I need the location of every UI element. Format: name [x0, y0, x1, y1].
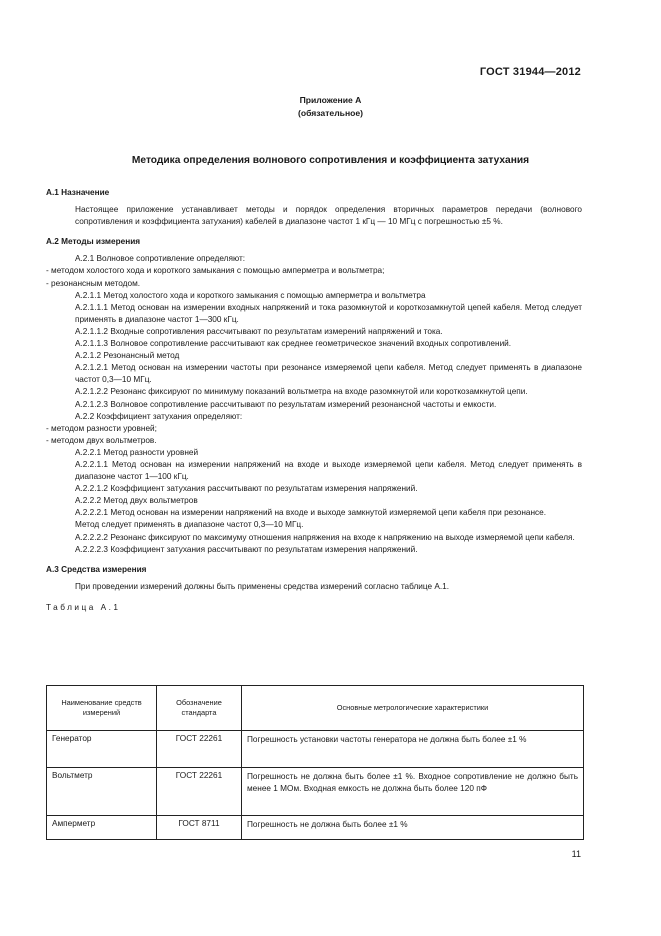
- table-row: [47, 731, 584, 768]
- annex-title: Методика определения волнового сопротивления и коэффициента затухания: [131, 155, 530, 166]
- paragraph: А.2.1 Волновое сопротивление определяют:: [75, 254, 246, 264]
- document-body: [46, 183, 582, 618]
- table-caption: Таблица А.1: [46, 602, 121, 612]
- section-heading-a3: А.3 Средства измерения: [46, 564, 147, 574]
- table-header-cell: Наименование средств измерений: [47, 686, 157, 731]
- list-item: - методом двух вольтметров.: [46, 435, 157, 445]
- table-header-cell: Обозначение стандарта: [157, 686, 242, 731]
- paragraph: А.2.2.1.1 Метод основан на измерении напряжений на входе и выходе измеряемой цепи кабеля. Метод следует применять в диапазоне частот 1—100 кГц.: [75, 459, 582, 482]
- annex-label: Приложение А: [299, 95, 362, 105]
- table-row: [47, 816, 584, 840]
- table-cell: Погрешность не должна быть более ±1 %: [242, 816, 584, 840]
- paragraph: А.2.1.1.1 Метод основан на измерении входных напряжений и тока разомкнутой и короткозамкнутой цепей кабеля. Метод следует применять в диапазоне частот 1—300 кГц.: [75, 302, 582, 324]
- paragraph: А.2.1.1 Метод холостого хода и короткого замыкания с помощью амперметра и вольтметра: [75, 290, 426, 300]
- list-item: - методом разности уровней;: [46, 423, 157, 433]
- page-number: 11: [571, 849, 581, 859]
- table-cell: ГОСТ 8711: [157, 816, 242, 840]
- list-item: - методом холостого хода и короткого замыкания с помощью амперметра и вольтметра;: [46, 266, 385, 276]
- paragraph: А.2.1.1.3 Волновое сопротивление рассчитывают как среднее геометрическое значений входных сопротивлений.: [75, 339, 512, 349]
- paragraph: А.2.2 Коэффициент затухания определяют:: [75, 411, 243, 421]
- table-cell: ГОСТ 22261: [157, 731, 242, 768]
- table-cell: Вольтметр: [47, 768, 157, 816]
- section-heading-a2: А.2 Методы измерения: [46, 237, 141, 247]
- list-item: - резонансным методом.: [46, 278, 141, 288]
- paragraph: А.2.1.1.2 Входные сопротивления рассчитывают по результатам измерений напряжений и тока.: [75, 326, 443, 336]
- paragraph: А.2.1.2 Резонансный метод: [75, 351, 180, 361]
- table-row: [47, 768, 584, 816]
- paragraph-purpose: Настоящее приложение устанавливает методы и порядок определения вторичных параметров передачи (волнового сопротивления и коэффициента затухания) кабелей в диапазоне частот 1 кГц — 10 МГц с погрешностью ±5 %.: [75, 205, 582, 227]
- standard-designation: ГОСТ 31944—2012: [479, 66, 581, 78]
- table-header-cell: Основные метрологические характеристики: [242, 686, 584, 731]
- annex-status: (обязательное): [297, 108, 364, 118]
- table-cell: Генератор: [47, 731, 157, 768]
- table-cell: ГОСТ 22261: [157, 768, 242, 816]
- instruments-table: [46, 685, 584, 840]
- paragraph: А.2.2.2 Метод двух вольтметров: [75, 496, 198, 506]
- table-header-row: [47, 686, 584, 731]
- paragraph-instruments: При проведении измерений должны быть применены средства измерений согласно таблице А.1.: [75, 581, 450, 591]
- paragraph: А.2.2.2.3 Коэффициент затухания рассчитывают по результатам измерения напряжений.: [75, 544, 418, 554]
- table-cell: Амперметр: [47, 816, 157, 840]
- paragraph: А.2.2.1 Метод разности уровней: [75, 447, 199, 457]
- paragraph: Метод следует применять в диапазоне частот 0,3—10 МГц.: [75, 520, 304, 530]
- paragraph: А.2.1.2.1 Метод основан на измерении частоты при резонансе измеряемой цепи кабеля. Метод следует применять в диапазоне частот 0,3—10 МГц.: [75, 363, 582, 385]
- paragraph: А.2.1.2.3 Волновое сопротивление рассчитывают по результатам измерений резонансной частоты и емкости.: [75, 399, 497, 409]
- paragraph: А.2.2.2.2 Резонанс фиксируют по максимуму отношения напряжения на входе к напряжению на выходе измеряемой цепи кабеля.: [75, 532, 575, 542]
- paragraph: А.2.1.2.2 Резонанс фиксируют по минимуму показаний вольтметра на входе разомкнутой или короткозамкнутой цепи.: [75, 387, 528, 397]
- table-cell: Погрешность установки частоты генератора не должна быть более ±1 %: [242, 731, 584, 768]
- table-cell: Погрешность не должна быть более ±1 %. Входное сопротивление не должно быть менее 1 МОм. Входная емкость не должна быть более 120 пФ: [242, 768, 584, 816]
- section-heading-a1: А.1 Назначение: [46, 188, 110, 197]
- paragraph: А.2.2.2.1 Метод основан на измерении напряжений на входе и выходе замкнутой измеряемой цепи кабеля при резонансе.: [75, 508, 547, 518]
- paragraph: А.2.2.1.2 Коэффициент затухания рассчитывают по результатам измерения напряжений.: [75, 484, 418, 494]
